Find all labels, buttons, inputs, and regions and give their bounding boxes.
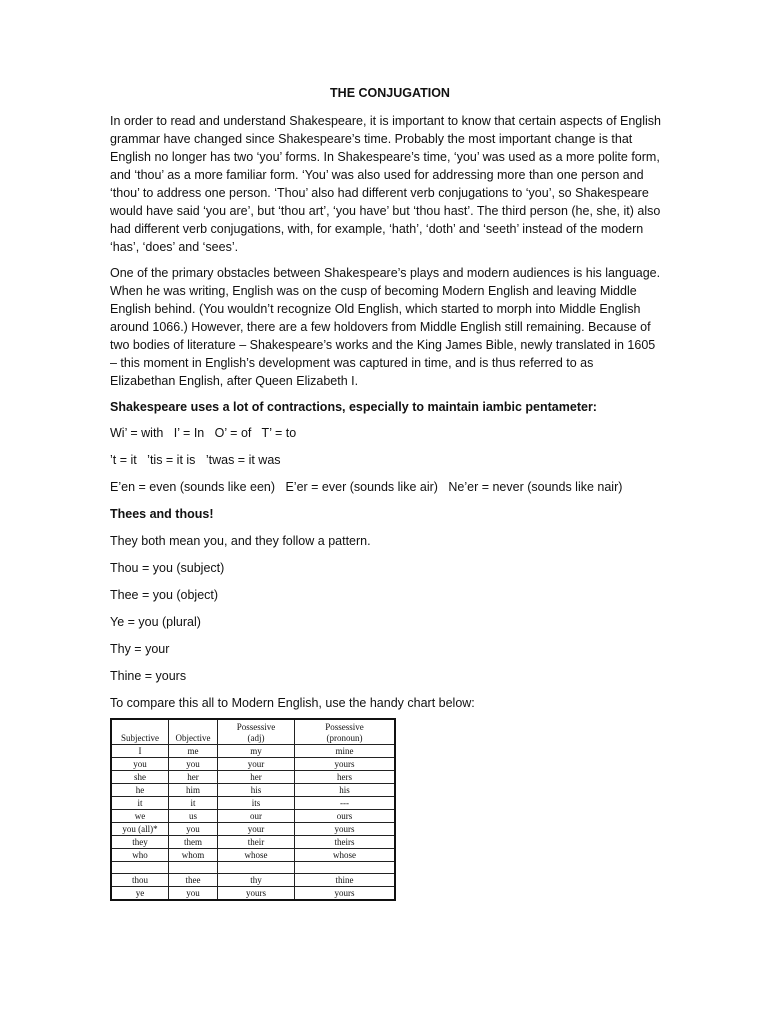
table-row: [111, 745, 395, 758]
table-cell: hers: [295, 771, 396, 784]
table-cell: us: [169, 810, 218, 823]
pronoun-line: Thy = your: [110, 642, 170, 656]
table-cell: [169, 862, 218, 874]
table-cell: ye: [111, 887, 169, 901]
pronoun-line: Thine = yours: [110, 669, 187, 683]
table-cell: thee: [169, 874, 218, 887]
table-cell: [111, 862, 169, 874]
table-cell: its: [218, 797, 295, 810]
table-row: [111, 771, 395, 784]
table-cell: thou: [111, 874, 169, 887]
table-cell: yours: [295, 887, 396, 901]
table-cell: you: [169, 758, 218, 771]
pronoun-line: Ye = you (plural): [110, 615, 201, 629]
table-cell: our: [218, 810, 295, 823]
table-cell: his: [295, 784, 396, 797]
chart-intro: To compare this all to Modern English, use the handy chart below:: [110, 696, 475, 710]
history-paragraph: One of the primary obstacles between Shakespeare’s plays and modern audiences is his language. When he was writing, English was on the cusp of becoming Modern English and leaving Middle English behind. (You wouldn’t recognize Old English, which started to morph into Middle English around 1066.) However, there are a few holdovers from Middle English still remaining. Because of two bodies of literature – Shakespeare’s works and the King James Bible, newly translated in 1605 – this moment in English’s development was captured in time, and is thus referred to as Elizabethan English, after Queen Elizabeth I.: [110, 266, 661, 388]
table-cell: her: [169, 771, 218, 784]
column-header-possessive-adj: Possessive (adj): [218, 719, 295, 745]
table-cell: your: [218, 823, 295, 836]
table-cell: we: [111, 810, 169, 823]
table-cell: me: [169, 745, 218, 758]
table-row: [111, 862, 395, 874]
table-cell: them: [169, 836, 218, 849]
table-cell: whose: [295, 849, 396, 862]
table-cell: [218, 862, 295, 874]
table-cell: you: [111, 758, 169, 771]
table-cell: it: [111, 797, 169, 810]
intro-paragraph: In order to read and understand Shakespeare, it is important to know that certain aspects of English grammar have changed since Shakespeare’s time. Probably the most important change is that English no longer has two ‘you’ forms. In Shakespeare’s time, ‘you’ was used as a more polite form, and ‘thou’ as a more familiar form. ‘You’ was also used for addressing more than one person and ‘thou’ to address one person. ‘Thou’ also had different verb conjugations to ‘you’, so Shakespeare would have said ‘you are’, but ‘thou art’, ‘you have’ but ‘thou hast’. The third person (he, she, it) also had different verb conjugations, with, for example, ‘hath’, ‘doth’ and ‘seeth’ instead of the modern ‘has’, ‘does’ and ‘sees’.: [110, 114, 662, 254]
table-cell: his: [218, 784, 295, 797]
pronoun-chart: [110, 718, 396, 901]
table-cell: mine: [295, 745, 396, 758]
contraction-line: Wi’ = with I’ = In O’ = of T’ = to: [110, 426, 297, 440]
table-row: [111, 784, 395, 797]
table-cell: he: [111, 784, 169, 797]
table-cell: whose: [218, 849, 295, 862]
table-cell: him: [169, 784, 218, 797]
table-row: [111, 836, 395, 849]
pattern-intro: They both mean you, and they follow a pattern.: [110, 534, 371, 548]
table-cell: yours: [295, 823, 396, 836]
column-header-possessive-pronoun: Possessive (pronoun): [295, 719, 396, 745]
table-cell: thine: [295, 874, 396, 887]
table-cell: ours: [295, 810, 396, 823]
contraction-line: E’en = even (sounds like een) E’er = ever (sounds like air) Ne’er = never (sounds like nair): [110, 480, 623, 494]
table-row: [111, 758, 395, 771]
contractions-heading: Shakespeare uses a lot of contractions, especially to maintain iambic pentameter:: [110, 400, 597, 414]
table-row: [111, 810, 395, 823]
table-cell: thy: [218, 874, 295, 887]
table-row: [111, 887, 395, 901]
column-header-subjective: Subjective: [111, 719, 169, 745]
table-cell: her: [218, 771, 295, 784]
table-cell: theirs: [295, 836, 396, 849]
table-row: [111, 849, 395, 862]
contraction-line: ’t = it ’tis = it is ’twas = it was: [110, 453, 281, 467]
table-cell: their: [218, 836, 295, 849]
table-cell: you: [169, 823, 218, 836]
pronoun-line: Thou = you (subject): [110, 561, 225, 575]
table-cell: I: [111, 745, 169, 758]
table-cell: ---: [295, 797, 396, 810]
table-cell: whom: [169, 849, 218, 862]
table-cell: yours: [218, 887, 295, 901]
chart-header-row: [111, 719, 395, 745]
table-cell: she: [111, 771, 169, 784]
document-page: [110, 84, 662, 901]
thees-heading: Thees and thous!: [110, 507, 214, 521]
table-row: [111, 797, 395, 810]
document-title: THE CONJUGATION: [330, 86, 450, 100]
table-row: [111, 823, 395, 836]
table-row: [111, 874, 395, 887]
table-cell: who: [111, 849, 169, 862]
table-cell: you (all)*: [111, 823, 169, 836]
table-cell: your: [218, 758, 295, 771]
table-cell: it: [169, 797, 218, 810]
pronoun-line: Thee = you (object): [110, 588, 219, 602]
table-cell: my: [218, 745, 295, 758]
column-header-objective: Objective: [169, 719, 218, 745]
table-cell: [295, 862, 396, 874]
table-cell: you: [169, 887, 218, 901]
chart-body: [111, 745, 395, 901]
table-cell: they: [111, 836, 169, 849]
table-cell: yours: [295, 758, 396, 771]
